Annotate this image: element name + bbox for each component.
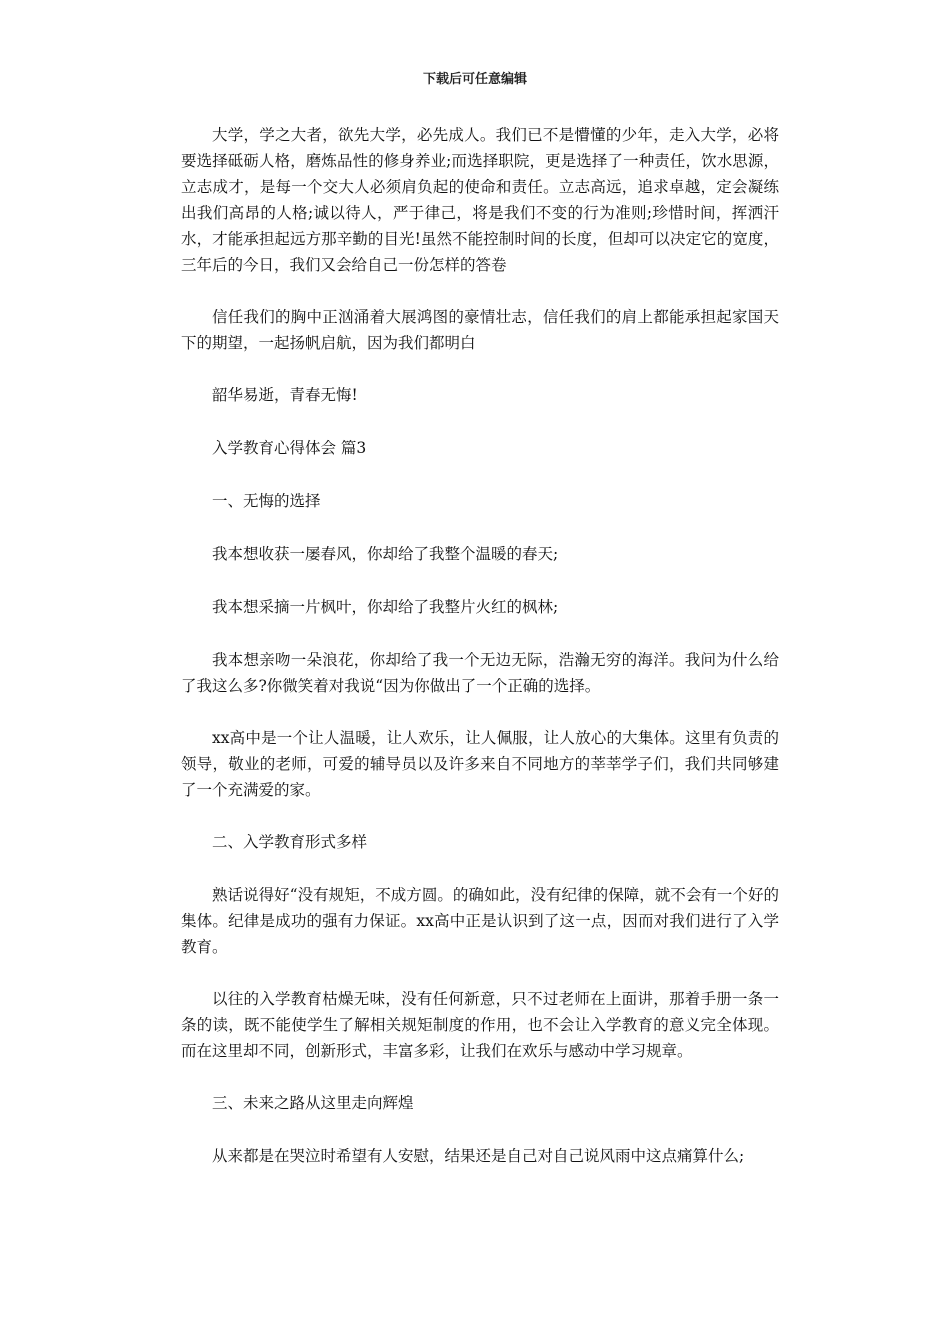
document-body — [181, 122, 779, 1195]
paragraph-maple: 我本想采摘一片枫叶，你却给了我整片火红的枫林; — [212, 598, 559, 616]
heading-choice: 一、无悔的选择 — [212, 492, 321, 510]
heading-education-forms: 二、入学教育形式多样 — [212, 833, 368, 851]
paragraph-ocean: 我本想亲吻一朵浪花，你却给了我一个无边无际，浩瀚无穷的海洋。我问为什么给了我这么多?你微笑着对我说“因为你做出了一个正确的选择。 — [181, 651, 779, 695]
paragraph-discipline: 熟话说得好“没有规矩，不成方圆。的确如此，没有纪律的保障，就不会有一个好的集体。纪律是成功的强有力保证。xx高中正是认识到了这一点，因而对我们进行了入学教育。 — [181, 886, 779, 956]
page-header: 下载后可任意编辑 — [422, 72, 527, 87]
paragraph-trust: 信任我们的胸中正汹涌着大展鸿图的豪情壮志，信任我们的肩上都能承担起家国天下的期望，一起扬帆启航，因为我们都明白 — [181, 308, 779, 352]
section-title: 入学教育心得体会 篇3 — [212, 439, 367, 457]
paragraph-school: xx高中是一个让人温暖，让人欢乐，让人佩服，让人放心的大集体。这里有负责的领导，敬业的老师，可爱的辅导员以及许多来自不同地方的莘莘学子们，我们共同够建了一个充满爱的家。 — [181, 729, 779, 799]
paragraph-university: 大学，学之大者，欲先大学，必先成人。我们已不是懵懂的少年，走入大学，必将要选择砥砺人格，磨炼品性的修身养业;而选择职院，更是选择了一种责任，饮水思源，立志成才，是每一个交大人必须肩负起的使命和责任。立志高远，追求卓越，定会凝练出我们高昂的人格;诚以待人，严于律己，将是我们不变的行为准则;珍惜时间，挥洒汗水，才能承担起远方那辛勤的目光!虽然不能控制时间的长度，但却可以决定它的宽度，三年后的今日，我们又会给自己一份怎样的答卷 — [181, 126, 779, 274]
paragraph-past-education: 以往的入学教育枯燥无味，没有任何新意，只不过老师在上面讲，那着手册一条一条的读，既不能使学生了解相关规矩制度的作用，也不会让入学教育的意义完全体现。而在这里却不同，创新形式，丰富多彩，让我们在欢乐与感动中学习规章。 — [181, 990, 779, 1060]
paragraph-spring: 我本想收获一屡春风，你却给了我整个温暖的春天; — [212, 545, 559, 563]
paragraph-youth: 韶华易逝，青春无悔! — [212, 386, 358, 404]
heading-future: 三、未来之路从这里走向辉煌 — [212, 1094, 414, 1112]
paragraph-comfort: 从来都是在哭泣时希望有人安慰，结果还是自己对自己说风雨中这点痛算什么; — [212, 1147, 745, 1165]
